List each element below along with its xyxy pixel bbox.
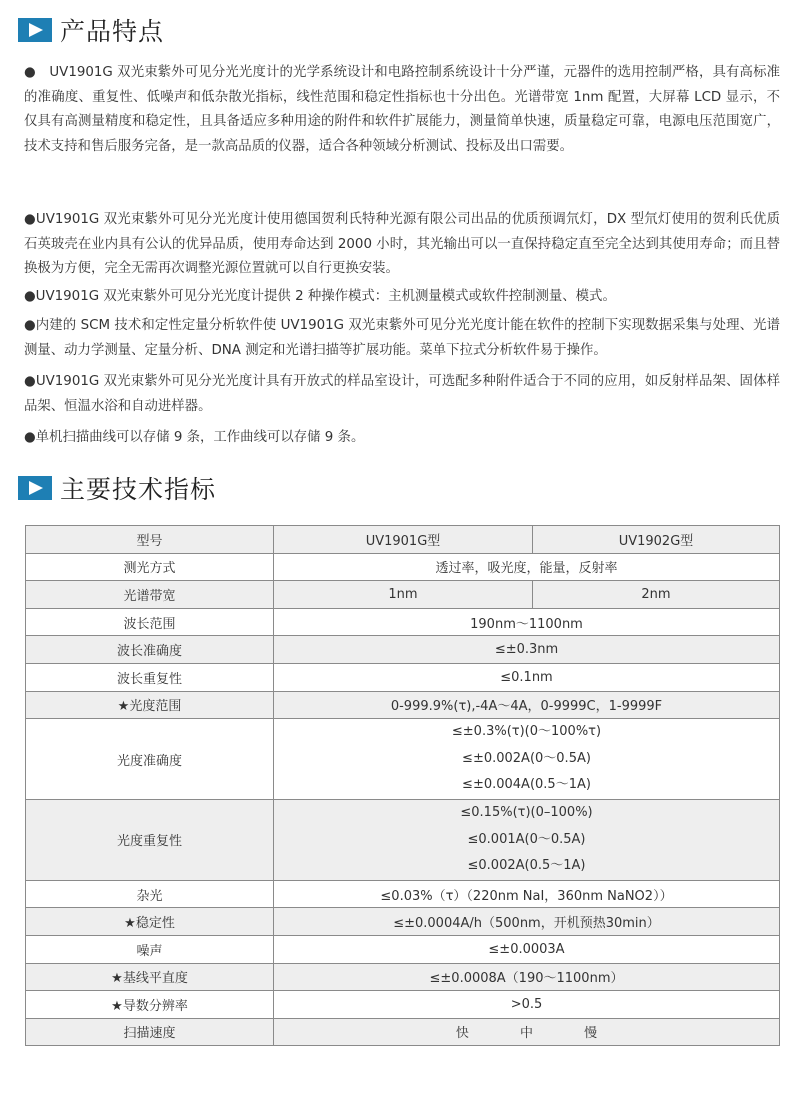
spec-line: ≤±0.002A(0～0.5A) [462,750,591,766]
table-row [26,636,780,664]
spec-value: ≤±0.0008A（190～1100nm） [274,963,780,991]
speed-fast: 快 [455,1026,469,1042]
play-arrow-icon [18,18,52,42]
spec-label: ★基线平直度 [26,963,274,991]
table-row [26,963,780,991]
spec-value: 2nm [533,581,780,609]
spec-line: ≤0.002A(0.5～1A) [467,858,586,874]
table-row [26,581,780,609]
spec-value: 190nm～1100nm [274,608,780,636]
feature-paragraph-2: ●UV1901G 双光束紫外可见分光光度计使用德国贺利氏特种光源有限公司出品的优质预调氘灯，DX 型氘灯使用的贺利氏优质石英玻壳在业内具有公认的优异品质，使用寿命达到 2000 小时，其光输出可以一直保持稳定直至完全达到其使用寿命；而且替换极为方便，完全无需再次调整光源位置就可以自行更换安装。 [24,212,780,276]
spec-value: UV1902G型 [533,526,780,554]
table-row [26,691,780,719]
table-row [26,526,780,554]
spec-line: ≤0.15%(τ)(0–100%) [460,804,593,820]
section-title-features [18,15,164,45]
spec-label: 光度准确度 [26,719,274,800]
feature-paragraph-6: ●单机扫描曲线可以存储 9 条，工作曲线可以存储 9 条。 [24,430,365,445]
spec-value [274,799,780,880]
spec-label: 光谱带宽 [26,581,274,609]
spec-value: 1nm [274,581,533,609]
section-title-specs [18,473,216,503]
play-arrow-icon [18,476,52,500]
spec-value: 透过率，吸光度，能量，反射率 [274,553,780,581]
table-row [26,991,780,1019]
table-row [26,1018,780,1046]
spec-label: 波长范围 [26,608,274,636]
spec-value: ≤±0.3nm [274,636,780,664]
spec-label: ★光度范围 [26,691,274,719]
spec-label: ★导数分辨率 [26,991,274,1019]
table-row [26,553,780,581]
feature-paragraph-5: ●UV1901G 双光束紫外可见分光光度计具有开放式的样品室设计，可选配多种附件适合于不同的应用，如反射样品架、固体样品架、恒温水浴和自动进样器。 [24,374,780,414]
feature-paragraph-4: ●内建的 SCM 技术和定性定量分析软件使 UV1901G 双光束紫外可见分光光度计能在软件的控制下实现数据采集与处理、光谱测量、动力学测量、定量分析、DNA 测定和光谱扫描等扩展功能。菜单下拉式分析软件易于操作。 [24,318,780,358]
feature-paragraph-3: ●UV1901G 双光束紫外可见分光光度计提供 2 种操作模式：主机测量模式或软件控制测量、模式。 [24,289,616,304]
spec-line: ≤0.001A(0～0.5A) [467,831,586,847]
spec-label: 型号 [26,526,274,554]
spec-label: 杂光 [26,880,274,908]
specs-heading: 主要技术指标 [60,475,217,504]
speed-medium: 中 [519,1026,533,1042]
spec-value: UV1901G型 [274,526,533,554]
feature-paragraph-1: ● UV1901G 双光束紫外可见分光光度计的光学系统设计和电路控制系统设计十分严谨，元器件的选用控制严格，具有高标准的准确度、重复性、低噪声和低杂散光指标，线性范围和稳定性指标也十分出色。光谱带宽 1nm 配置，大屏幕 LCD 显示，不仅具有高测量精度和稳定性，且具备适应多种用途的附件和软件扩展能力，测量简单快速，质量稳定可靠，电源电压范围宽广，技术支持和售后服务完备，是一款高品质的仪器，适合各种领域分析测试、投标及出口需要。 [24,65,780,154]
spec-value: >0.5 [274,991,780,1019]
spec-label: 光度重复性 [26,799,274,880]
spec-value: ≤±0.0004A/h（500nm，开机预热30min） [274,908,780,936]
spec-label: 扫描速度 [26,1018,274,1046]
features-heading: 产品特点 [60,17,165,46]
speed-slow: 慢 [584,1026,598,1042]
spec-label: 波长准确度 [26,636,274,664]
table-row [26,608,780,636]
table-row [26,935,780,963]
table-row [26,799,780,880]
spec-label: 噪声 [26,935,274,963]
table-row [26,908,780,936]
spec-value [274,1018,780,1046]
spec-value: 0-999.9%(τ),-4A～4A，0-9999C，1-9999F [274,691,780,719]
spec-label: 波长重复性 [26,663,274,691]
table-row [26,663,780,691]
spec-value: ≤0.03%（τ）（220nm NaI，360nm NaNO2）） [274,880,780,908]
spec-table [25,525,780,1046]
spec-value: ≤±0.0003A [274,935,780,963]
table-row [26,719,780,800]
spec-value [274,719,780,800]
spec-label: 测光方式 [26,553,274,581]
spec-label: ★稳定性 [26,908,274,936]
spec-line: ≤±0.3%(τ)(0～100%τ) [451,724,602,740]
spec-line: ≤±0.004A(0.5～1A) [462,777,591,793]
table-row [26,880,780,908]
spec-value: ≤0.1nm [274,663,780,691]
